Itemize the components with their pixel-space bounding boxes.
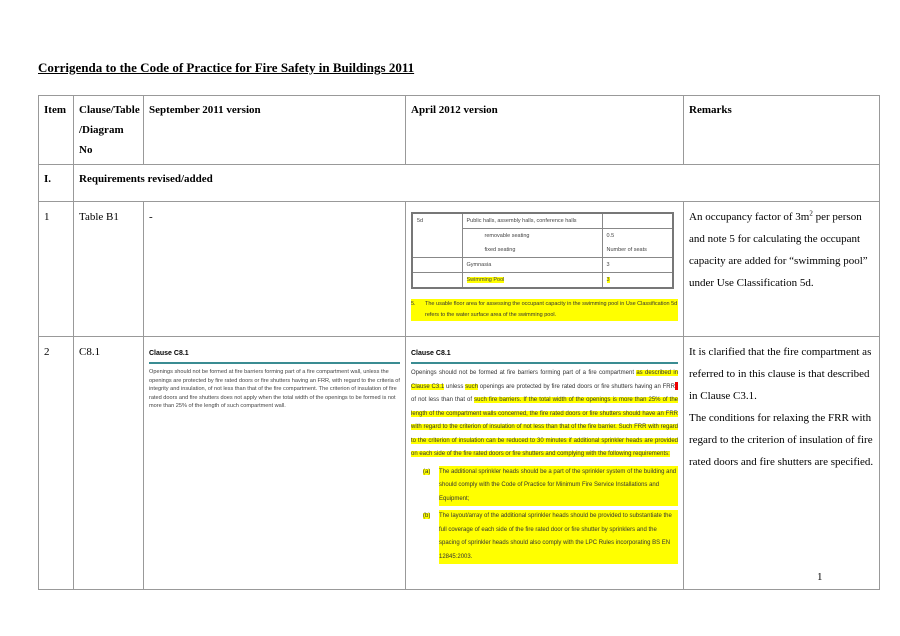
cell: 0.5: [602, 229, 673, 244]
sub-item-a: [411, 466, 678, 507]
text: openings are protected by fire rated doors or fire shutters having an FRR: [477, 383, 675, 390]
clause-heading: Clause C8.1: [149, 349, 400, 364]
april-version: [406, 202, 684, 337]
sub-label: (b): [423, 513, 431, 519]
cell: Public halls, assembly halls, conference halls: [462, 213, 602, 229]
item-number: 1: [39, 202, 74, 337]
remarks-text: The conditions for relaxing the FRR with regard to the criterion of insulation of fire rated doors and fire shutters are specified.: [689, 412, 874, 468]
cell: Swimming Pool: [466, 277, 505, 283]
cell: fixed seating: [462, 243, 602, 258]
document-title: Corrigenda to the Code of Practice for Fire Safety in Buildings 2011: [38, 60, 415, 75]
highlighted-text: The additional sprinkler heads should be a part of the sprinkler system of the building and should comply with the Code of Practice for Minimum Fire Service Installations and Equipment;: [439, 466, 678, 507]
header-april: April 2012 version: [406, 96, 684, 165]
cell: 3: [602, 258, 673, 273]
highlighted-text: The layout/array of the additional sprinkler heads should be provided to substantiate the full coverage of each side of the fire rated door or fire shutter by sprinklers and the spacing of sprinkler heads should also comply with the LPC Rules incorporating BS EN 12845:2003.: [439, 510, 678, 564]
header-clause: Clause/Table /Diagram No: [74, 96, 144, 165]
highlighted-text: such: [465, 383, 478, 390]
section-number: I.: [39, 165, 74, 202]
cell: Gymnasia: [462, 258, 602, 273]
remarks-text: It is clarified that the fire compartment as referred to in this clause is that described in Clause C3.1.: [689, 346, 872, 402]
header-sept: September 2011 version: [144, 96, 406, 165]
note-number: 5.: [411, 299, 425, 321]
superscript: 2: [809, 209, 813, 218]
text: unless: [444, 383, 466, 390]
clause-text: Openings should not be formed at fire barriers forming part of a fire compartment wall, unless the openings are protected by fire rated doors or fire shutters having an FRR, with regard to the criteria of integrity and insulation, of not less than that of the fire compartment. The criterion of insulation of fire rated doors and fire shutters does not apply when the total width of the openings to be formed is not more than 25% of the length of such compartment wall.: [149, 369, 400, 410]
section-label: Requirements revised/added: [74, 165, 880, 202]
remarks: [684, 202, 880, 337]
remarks: [684, 337, 880, 590]
highlighted-text: such fire barriers. If the total width of the openings is more than 25% of the length of the compartment walls concerned, the fire rated doors or fire shutters should have an FRR with regard to the criterion of insulation of not less than that of the fire barrier. Such FRR with regard to the criterion of insulation can be reduced to 30 minutes if additional sprinkler heads are provided on each side of the fire rated doors or fire shutters and complying with the following requirements:: [411, 397, 678, 457]
sub-label: (a): [423, 468, 431, 475]
cell: 3: [606, 277, 610, 283]
cell: removable seating: [462, 229, 602, 244]
table-row: [39, 337, 880, 590]
deletion-mark: [675, 382, 678, 390]
page-number: 1: [817, 571, 823, 583]
table-note: [411, 299, 678, 321]
header-row: [39, 96, 880, 165]
text: Openings should not be formed at fire barriers forming part of a fire compartment: [411, 370, 637, 376]
sept-version: -: [144, 202, 406, 337]
sub-item-b: [411, 510, 678, 564]
use-class: 5d: [412, 213, 462, 258]
clause-text: [411, 367, 678, 462]
clause-heading: Clause C8.1: [411, 349, 678, 364]
corrigenda-table: [38, 95, 880, 590]
occupancy-table: [411, 212, 674, 289]
april-version: [406, 337, 684, 590]
highlighted-text: as described in Clause C3.1: [411, 370, 679, 390]
table-row: [39, 202, 880, 337]
header-remarks: Remarks: [684, 96, 880, 165]
remarks-text: An occupancy factor of 3m: [689, 211, 810, 223]
clause-ref: Table B1: [74, 202, 144, 337]
section-row: [39, 165, 880, 202]
item-number: 2: [39, 337, 74, 590]
note-text: The usable floor area for assessing the occupant capacity in the swimming pool in Use Classification 5d refers to the water surface area of the swimming pool.: [425, 299, 678, 321]
text: of not less than that of: [411, 397, 475, 403]
remarks-text: per person and note 5 for calculating the occupant capacity are added for “swimming pool” under Use Classification 5d.: [689, 211, 868, 289]
sept-version: [144, 337, 406, 590]
clause-ref: C8.1: [74, 337, 144, 590]
cell: Number of seats: [602, 243, 673, 258]
header-item: Item: [39, 96, 74, 165]
